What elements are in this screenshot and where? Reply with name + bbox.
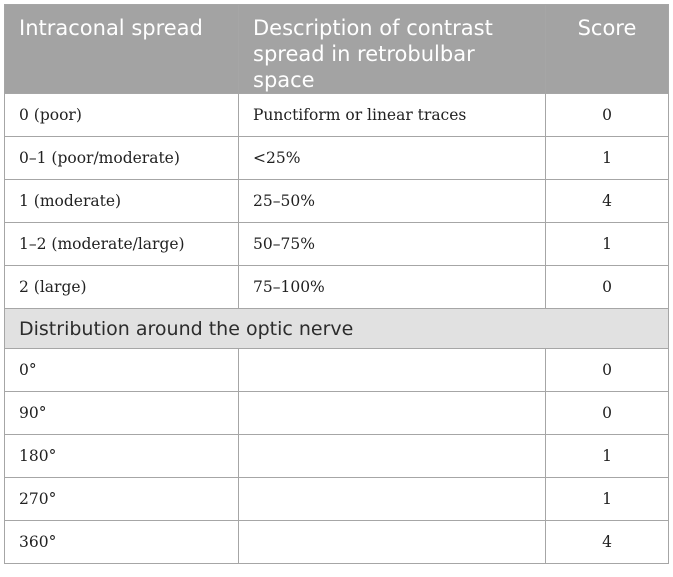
angle-cell: 360° bbox=[5, 521, 239, 564]
description-cell bbox=[239, 392, 546, 435]
score-cell: 1 bbox=[546, 435, 669, 478]
description-cell bbox=[239, 478, 546, 521]
description-cell bbox=[239, 521, 546, 564]
score-cell: 1 bbox=[546, 223, 669, 266]
section-row bbox=[5, 309, 669, 349]
spread-cell: 1 (moderate) bbox=[5, 180, 239, 223]
score-cell: 1 bbox=[546, 137, 669, 180]
description-cell: 50–75% bbox=[239, 223, 546, 266]
angle-cell: 0° bbox=[5, 349, 239, 392]
description-cell: 25–50% bbox=[239, 180, 546, 223]
score-cell: 0 bbox=[546, 266, 669, 309]
table-row bbox=[5, 94, 669, 137]
table-row bbox=[5, 223, 669, 266]
angle-cell: 180° bbox=[5, 435, 239, 478]
spread-cell: 0–1 (poor/moderate) bbox=[5, 137, 239, 180]
description-cell bbox=[239, 349, 546, 392]
score-cell: 4 bbox=[546, 521, 669, 564]
spread-cell: 1–2 (moderate/large) bbox=[5, 223, 239, 266]
contrast-spread-table bbox=[4, 4, 669, 564]
score-cell: 1 bbox=[546, 478, 669, 521]
score-cell: 4 bbox=[546, 180, 669, 223]
spread-cell: 0 (poor) bbox=[5, 94, 239, 137]
header-score: Score bbox=[546, 5, 669, 94]
description-cell: 75–100% bbox=[239, 266, 546, 309]
angle-cell: 270° bbox=[5, 478, 239, 521]
table-row bbox=[5, 137, 669, 180]
table-row bbox=[5, 349, 669, 392]
description-cell: Punctiform or linear traces bbox=[239, 94, 546, 137]
table-container bbox=[4, 4, 669, 564]
angle-cell: 90° bbox=[5, 392, 239, 435]
spread-cell: 2 (large) bbox=[5, 266, 239, 309]
description-cell bbox=[239, 435, 546, 478]
header-description: Description of contrast spread in retrobulbar space bbox=[239, 5, 546, 94]
description-cell: <25% bbox=[239, 137, 546, 180]
table-row bbox=[5, 180, 669, 223]
table-row bbox=[5, 266, 669, 309]
score-cell: 0 bbox=[546, 392, 669, 435]
table-row bbox=[5, 435, 669, 478]
header-row bbox=[5, 5, 669, 94]
header-intraconal-spread: Intraconal spread bbox=[5, 5, 239, 94]
score-cell: 0 bbox=[546, 349, 669, 392]
section-title: Distribution around the optic nerve bbox=[5, 309, 669, 349]
table-row bbox=[5, 392, 669, 435]
table-row bbox=[5, 478, 669, 521]
table-row bbox=[5, 521, 669, 564]
score-cell: 0 bbox=[546, 94, 669, 137]
